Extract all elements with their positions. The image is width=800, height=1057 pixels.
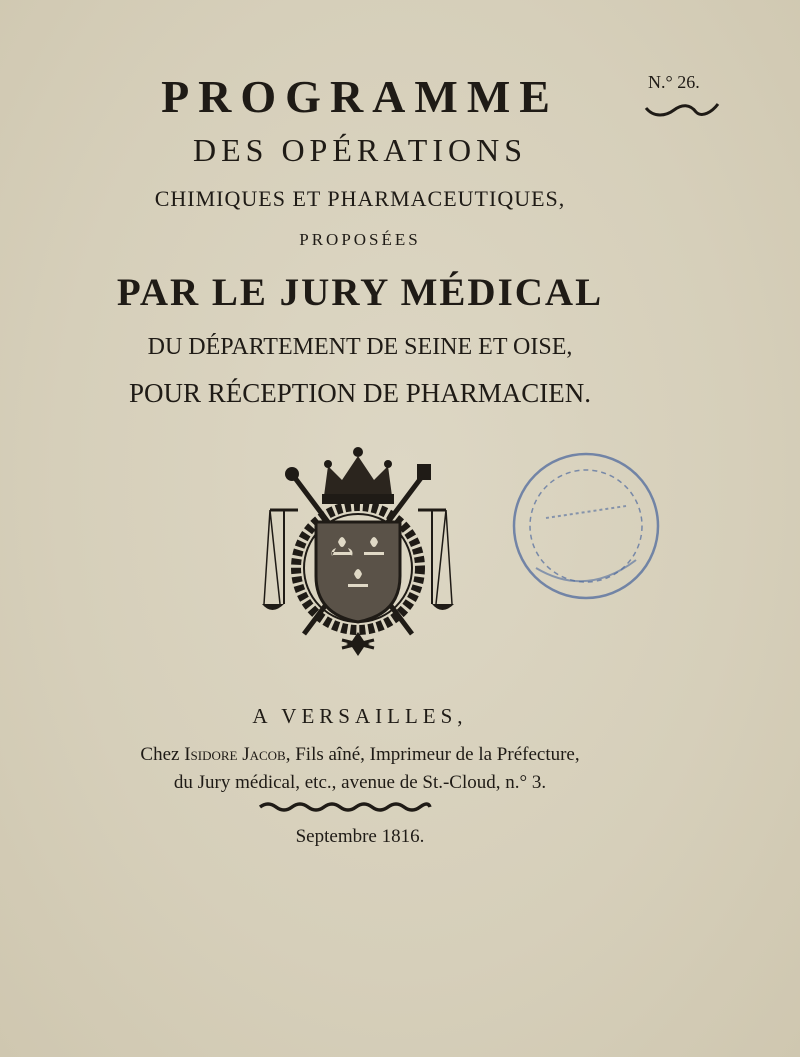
document-number: N.° 26.	[648, 72, 700, 92]
title-reception: POUR RÉCEPTION DE PHARMACIEN.	[128, 378, 592, 408]
title-chimiques: CHIMIQUES ET PHARMACEUTIQUES,	[154, 186, 566, 211]
title-programme: PROGRAMME	[161, 71, 559, 122]
imprint-printer-line2: du Jury médical, etc., avenue de St.-Cloud, n.° 3.	[173, 772, 547, 793]
title-proposees: PROPOSÉES	[299, 230, 421, 249]
wave-ornament-icon	[644, 100, 720, 120]
imprint-printer-rest: , Fils aîné, Imprimeur de la Préfecture,	[285, 744, 580, 765]
wave-ornament-icon	[258, 800, 432, 814]
title-jury-medical: PAR LE JURY MÉDICAL	[116, 271, 604, 314]
library-stamp-icon	[506, 448, 668, 608]
imprint-prefix: Chez	[140, 744, 180, 765]
imprint-date: Septembre 1816.	[295, 826, 425, 847]
imprint-place: A VERSAILLES,	[252, 704, 468, 728]
title-operations: DES OPÉRATIONS	[192, 132, 528, 168]
title-departement: DU DÉPARTEMENT DE SEINE ET OISE,	[147, 334, 573, 360]
royal-coat-of-arms-icon	[262, 444, 454, 672]
imprint-printer-name: Isidore Jacob	[184, 744, 286, 765]
imprint-printer-line1	[0, 744, 720, 766]
